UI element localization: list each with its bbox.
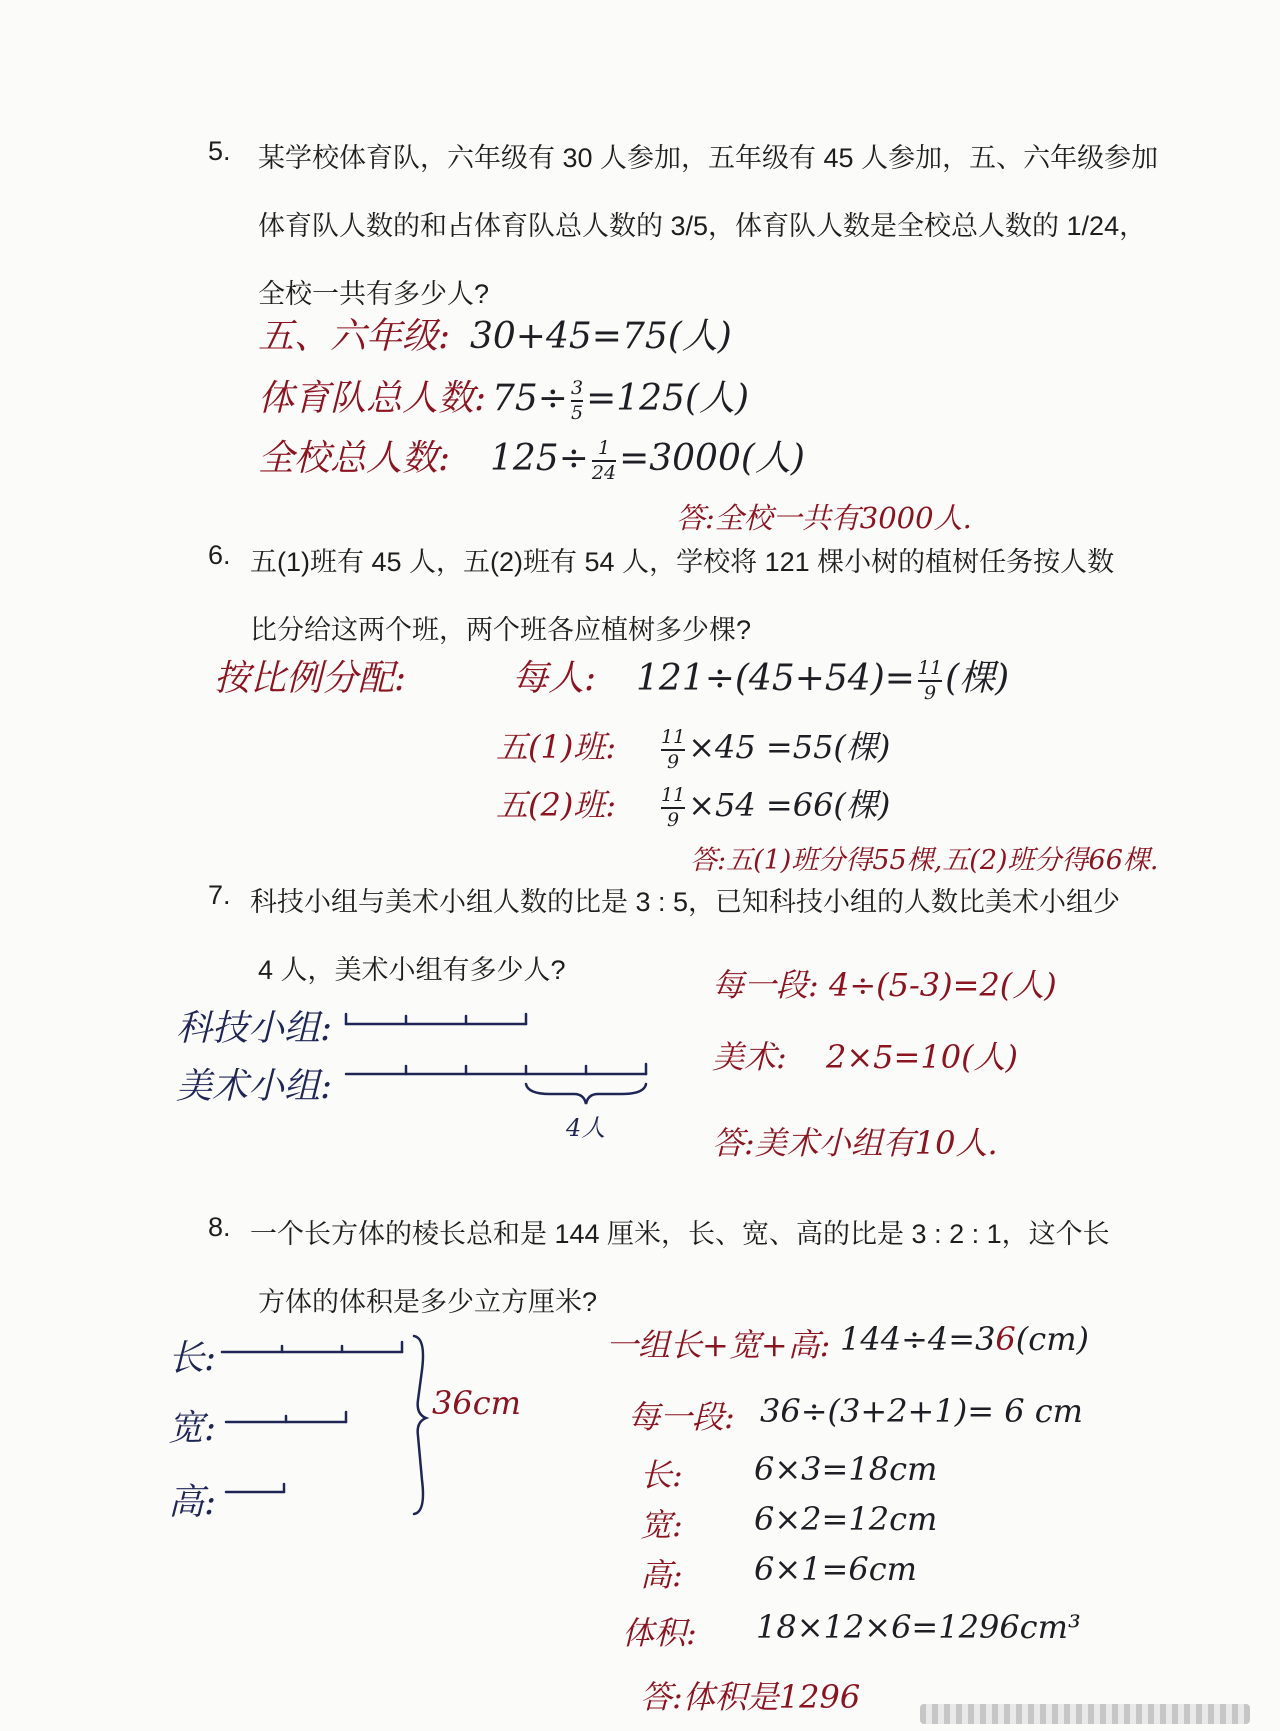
p8-diagram-height: 高: (168, 1482, 217, 1523)
p7-step1: 每一段: 4÷(5-3)=2(人) (712, 966, 1057, 1004)
p6-method: 按比例分配: (214, 658, 407, 699)
p8-step6-expr: 18×12×6=1296cm³ (756, 1608, 1081, 1646)
p8-step5-label: 高: (640, 1556, 683, 1594)
p6-answer: 答:五(1)班分得55棵,五(2)班分得66棵. (690, 845, 1159, 876)
p8-step1-label: 一组长+宽+高: (606, 1326, 831, 1364)
p8-step3-expr: 6×3=18cm (754, 1450, 938, 1488)
p8-segment-diagram (216, 1330, 436, 1520)
p6-step2-label: 五(1)班: (496, 728, 617, 766)
p6-step1-label: 每人: (512, 658, 597, 699)
p8-answer: 答:体积是1296 (640, 1678, 861, 1716)
p5-step3-expr: 125÷ $\frac{1}{24}$ =3000(人) (490, 437, 805, 484)
p8-step4-expr: 6×2=12cm (754, 1500, 938, 1538)
p7-step2: 2×5=10(人) (826, 1038, 1019, 1076)
problem-5-line-1: 某学校体育队，六年级有 30 人参加，五年级有 45 人参加，五、六年级参加 (258, 143, 1159, 173)
problem-6-line-2: 比分给这两个班，两个班各应植树多少棵? (250, 615, 752, 645)
p6-step3-label: 五(2)班: (496, 786, 617, 824)
p7-answer: 答:美术小组有10人. (712, 1124, 998, 1162)
problem-6-number: 6. (208, 540, 231, 570)
problem-5-number: 5. (208, 136, 231, 166)
p7-diagram-label-science: 科技小组: (176, 1008, 333, 1049)
p5-step1-expr: 30+45=75(人) (470, 316, 732, 357)
p7-step2-label: 美术: (712, 1038, 787, 1076)
p5-step3-label: 全校总人数: (258, 438, 451, 479)
p7-segment-diagram (330, 1000, 670, 1130)
p8-diagram-length: 长: (168, 1338, 217, 1379)
p8-brace-label: 36cm (432, 1384, 521, 1422)
p6-step3-expr: $\frac{11}{9}$ ×54 =66(棵) (661, 783, 891, 831)
problem-7-line-2: 4 人，美术小组有多少人? (258, 955, 566, 985)
p5-answer: 答:全校一共有3000人. (676, 501, 972, 535)
p8-step5-expr: 6×1=6cm (754, 1550, 917, 1588)
p8-step6-label: 体积: (622, 1614, 697, 1652)
problem-7-line-1: 科技小组与美术小组人数的比是 3 : 5，已知科技小组的人数比美术小组少 (250, 887, 1121, 917)
p7-diagram-label-art: 美术小组: (176, 1066, 333, 1107)
problem-6-line-1: 五(1)班有 45 人，五(2)班有 54 人，学校将 121 棵小树的植树任务按人数 (250, 547, 1115, 577)
problem-8-line-1: 一个长方体的棱长总和是 144 厘米，长、宽、高的比是 3 : 2 : 1，这个长 (250, 1219, 1110, 1249)
problem-5-line-3: 全校一共有多少人? (258, 279, 490, 309)
p8-step2-expr: 36÷(3+2+1)= 6 cm (760, 1392, 1083, 1430)
p5-step2-label: 体育队总人数: (258, 378, 487, 419)
p8-step3-label: 长: (640, 1456, 683, 1494)
p8-step2-label: 每一段: (628, 1398, 735, 1436)
problem-5-line-2: 体育队人数的和占体育队总人数的 3/5，体育队人数是全校总人数的 1/24， (258, 211, 1147, 241)
problem-8-line-2: 方体的体积是多少立方厘米? (258, 1287, 598, 1317)
p8-step1-expr: 144÷4=36(cm) (840, 1320, 1090, 1358)
p8-step4-label: 宽: (640, 1506, 683, 1544)
p5-step1-label: 五、六年级: (258, 316, 451, 357)
problem-7-number: 7. (208, 880, 231, 910)
p6-step1-expr: 121÷(45+54)= $\frac{11}{9}$ (棵) (636, 657, 1010, 704)
p6-step2-expr: $\frac{11}{9}$ ×45 =55(棵) (661, 725, 891, 773)
p5-step2-expr: 75÷ $\frac{3}{5}$ =125(人) (492, 377, 750, 424)
p8-diagram-width: 宽: (168, 1408, 217, 1449)
p7-brace-label: 4人 (566, 1114, 606, 1142)
problem-8-number: 8. (208, 1212, 231, 1242)
bottom-watermark-strip (920, 1704, 1250, 1724)
